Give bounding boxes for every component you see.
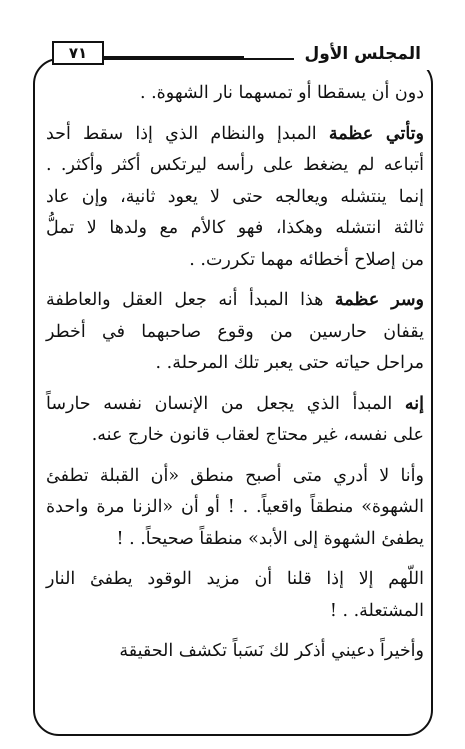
paragraph-3 [46,285,424,380]
paragraph-5 [46,461,424,556]
paragraph-2 [46,119,424,277]
line-text: يطفئ الشهوة إلى الأبد» منطقاً صحيحاً. . ! [116,528,424,549]
line-text: المبدأ الذي يجعل من الإنسان نفسه حارساً [46,393,405,414]
line-text: من إصلاح أخطائه مهما تكررت. . [189,249,424,270]
text-line [46,182,424,214]
text-line [46,317,424,349]
page-number: ٧١ [52,41,104,65]
text-line [46,78,424,110]
bold-lead: وسر عظمة [334,290,424,310]
line-text: أتباعه لم يضغط على رأسه ليرتكس أكثر وأكثر. . [46,155,424,175]
body-text [46,78,424,728]
text-line [46,285,424,317]
line-text: ثالثة انتشله وهكذا، فهو كالأم مع ولدها لا تملُّ [46,218,424,238]
text-line [46,213,424,245]
line-text: على نفسه، غير محتاج لعقاب قانون خارج عنه. [91,425,424,445]
line-text: المشتعلة. . ! [329,600,424,621]
paragraph-7 [46,636,424,668]
line-text: المبدإ والنظام الذي إذا سقط أحد [46,123,329,144]
text-line [46,524,424,556]
paragraph-6 [46,564,424,627]
chapter-title: المجلس الأول [294,38,431,70]
line-text: وأخيراً دعيني أذكر لك نَسَباً تكشف الحقيقة [119,641,424,661]
line-text: دون أن يسقطا أو تمسهما نار الشهوة. . [139,83,424,103]
text-line [46,461,424,493]
line-text: إنما ينتشله ويعالجه حتى لا يعود ثانية، وإن عاد [46,186,424,207]
text-line [46,348,424,380]
line-text: وأنا لا أدري متى أصبح منطق «أن القبلة تطفئ [46,465,424,486]
header-rule [104,56,244,58]
text-line [46,596,424,628]
line-text: الشهوة» منطقاً واقعياً. . ! أو أن «الزنا مرة واحدة [46,497,424,517]
line-text: مراحل حياته حتى يعبر تلك المرحلة. . [155,353,424,373]
text-line [46,150,424,182]
bold-lead: وتأتي عظمة [328,123,424,144]
line-text: يقفان حارسين من وقوع صاحبهما في أخطر [46,321,424,342]
paragraph-1 [46,78,424,110]
text-line [46,420,424,452]
text-line [46,389,424,421]
text-line [46,636,424,668]
line-text: هذا المبدأ أنه جعل العقل والعاطفة [46,290,335,310]
text-line [46,492,424,524]
text-line [46,564,424,596]
text-line [46,245,424,277]
bold-lead: إنه [404,393,424,414]
paragraph-4 [46,389,424,452]
line-text: اللّهم إلا إذا قلنا أن مزيد الوقود يطفئ النار [46,569,424,589]
text-line [46,119,424,151]
